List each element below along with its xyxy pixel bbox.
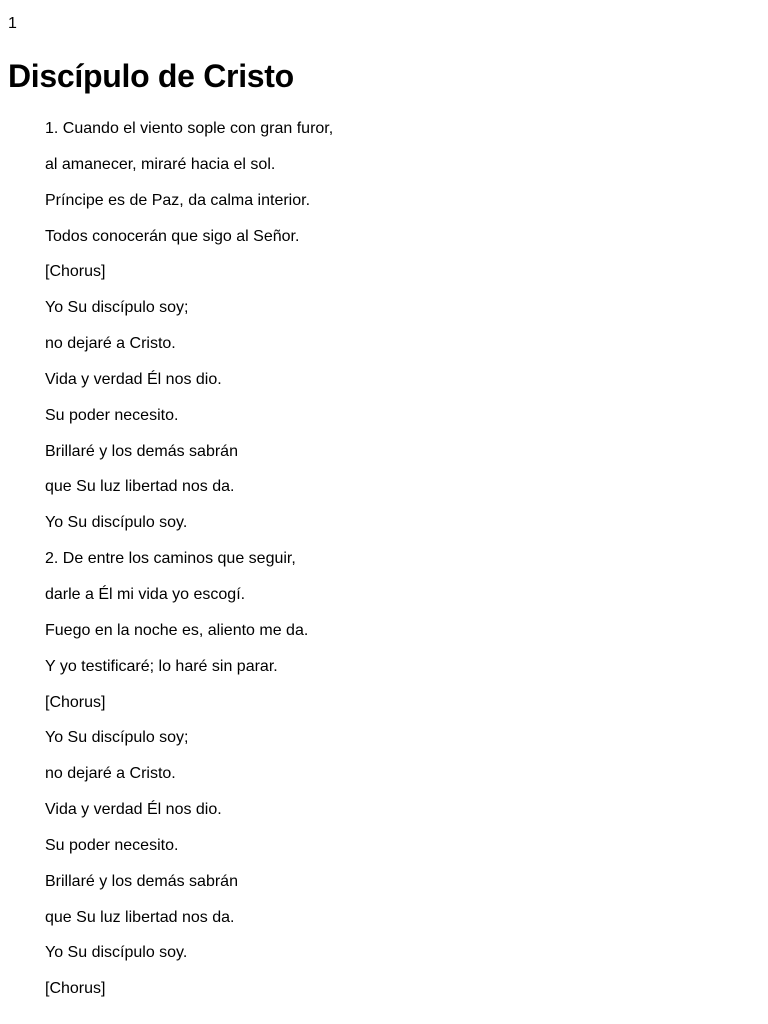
lyric-line: darle a Él mi vida yo escogí. xyxy=(45,585,246,603)
lyric-line: que Su luz libertad nos da. xyxy=(45,908,235,926)
lyric-line: Yo Su discípulo soy; xyxy=(45,729,189,747)
lyric-line: Príncipe es de Paz, da calma interior. xyxy=(45,191,311,209)
page-number: 1 xyxy=(8,15,17,32)
lyric-line: no dejaré a Cristo. xyxy=(45,335,176,353)
lyric-line: Su poder necesito. xyxy=(45,406,179,424)
lyric-line: al amanecer, miraré hacia el sol. xyxy=(45,155,276,173)
song-title: Discípulo de Cristo xyxy=(8,58,294,94)
chorus-marker: [Chorus] xyxy=(45,980,106,998)
lyric-line: Brillaré y los demás sabrán xyxy=(45,442,238,460)
lyric-line: 1. Cuando el viento sople con gran furor, xyxy=(45,120,334,137)
lyric-line: Brillaré y los demás sabrán xyxy=(45,872,238,890)
lyric-line: Su poder necesito. xyxy=(45,836,179,854)
chorus-marker: [Chorus] xyxy=(45,693,106,711)
lyric-line: que Su luz libertad nos da. xyxy=(45,478,235,496)
lyric-line: Yo Su discípulo soy. xyxy=(45,514,188,532)
lyrics-list xyxy=(45,116,333,1012)
lyric-line: 2. De entre los caminos que seguir, xyxy=(45,550,296,568)
lyric-line: Yo Su discípulo soy; xyxy=(45,299,189,317)
lyric-line: Todos conocerán que sigo al Señor. xyxy=(45,227,300,245)
lyric-line: Fuego en la noche es, aliento me da. xyxy=(45,621,309,639)
lyric-line: Y yo testificaré; lo haré sin parar. xyxy=(45,657,278,675)
lyric-line: Yo Su discípulo soy. xyxy=(45,944,188,962)
lyric-line: no dejaré a Cristo. xyxy=(45,765,176,783)
chorus-marker: [Chorus] xyxy=(45,263,106,281)
lyric-line: Vida y verdad Él nos dio. xyxy=(45,370,222,388)
lyric-line: Vida y verdad Él nos dio. xyxy=(45,801,222,819)
